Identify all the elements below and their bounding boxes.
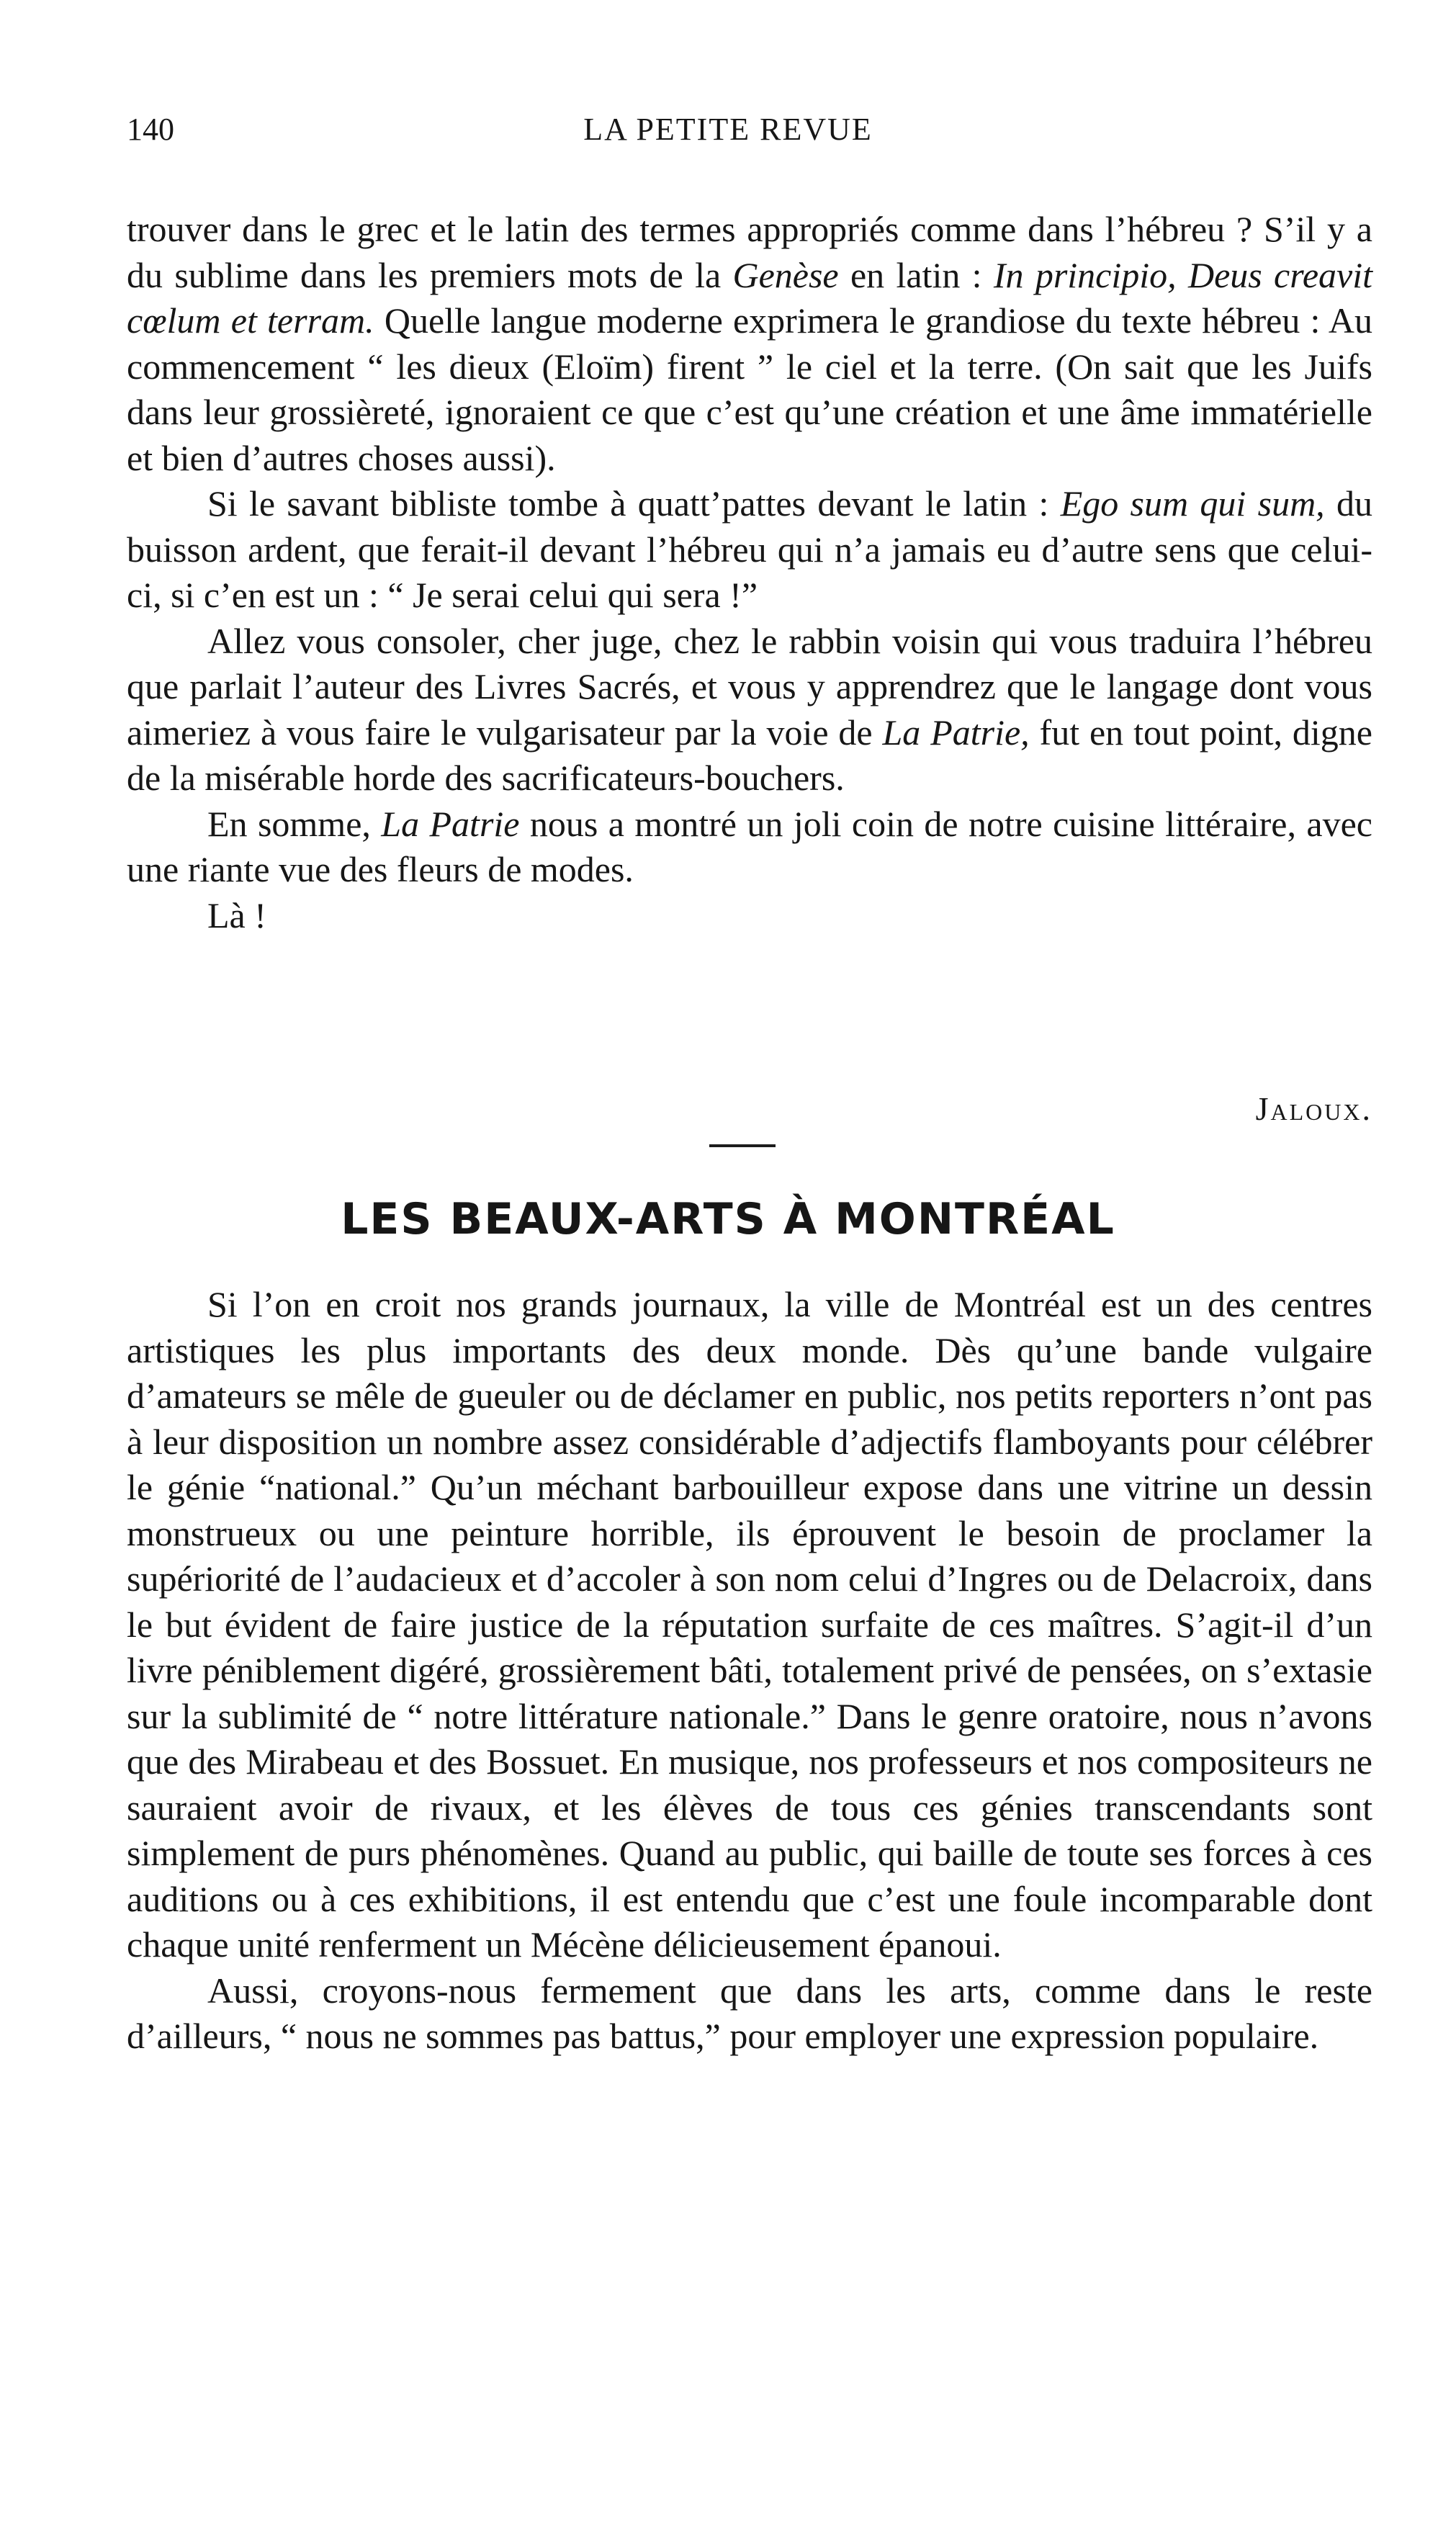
page-number: 140 [127, 112, 174, 147]
paragraph: Aussi, croyons-nous fermement que dans les arts, comme dans le reste d’ailleurs, “ nous ne sommes pas battus,” pour employer une expression populaire. [127, 1970, 1372, 2056]
text-run: En somme, [207, 803, 382, 844]
section-divider [709, 1144, 776, 1147]
paragraph [127, 207, 1372, 481]
article-continuation [127, 207, 1372, 938]
latin-quotation: Ego sum qui sum, [1060, 483, 1325, 524]
text-run: trouver dans le grec et le latin des termes appropriés comme dans l’hébreu ? S’il y a du sublime dans les premiers mots de la [127, 209, 1372, 295]
italic-la-patrie: La Patrie, [882, 712, 1030, 753]
article-title: LES BEAUX-ARTS À MONTRÉAL [341, 1194, 1115, 1244]
text-run: nous a montré un joli coin de notre cuisine littéraire, avec une riante vue des fleurs de modes. [127, 803, 1372, 889]
text-run: Quelle langue moderne exprimera le grandiose du texte hébreu : Au commencement “ les dieux (Eloïm) firent ” le ciel et la terre. (On sait que les Juifs dans leur grossièreté, ignoraient ce que c’est qu’une création et une âme immatérielle et bien d’autres choses aussi). [127, 300, 1372, 478]
italic-genese: Genèse [732, 254, 839, 295]
paragraph [127, 619, 1372, 802]
paragraph [127, 802, 1372, 893]
text-run: Si le savant bibliste tombe à quatt’pattes devant le latin : [207, 483, 1061, 524]
article-body [127, 1282, 1372, 2060]
paragraph [127, 893, 1372, 939]
text-run: Allez vous consoler, cher juge, chez le rabbin voisin qui vous traduira l’hébreu que parlait l’auteur des Livres Sacrés, et vous y apprendrez que le langage dont vous aimeriez à vous faire le vulgarisateur par la voie de [127, 620, 1372, 753]
text-run: Là ! [207, 894, 266, 935]
italic-la-patrie: La Patrie [381, 803, 520, 844]
running-head [0, 108, 1456, 151]
journal-title: LA PETITE REVUE [583, 112, 873, 147]
text-run: fut en tout point, digne de la misérable horde des sacrificateurs-bouchers. [127, 712, 1372, 798]
text-run: en latin : [838, 254, 994, 295]
paragraph [127, 481, 1372, 619]
paragraph: Si l’on en croit nos grands journaux, la ville de Montréal est un des centres artistiques les plus importants des deux monde. Dès qu’une bande vulgaire d’amateurs se mêle de gueuler ou de déclamer en public, nos petits reporters n’ont pas à leur disposition un nombre assez considérable d’adjectifs flamboyants pour célébrer le génie “national.” Qu’un méchant barbouilleur expose dans une vitrine un dessin monstrueux ou une peinture horrible, ils éprouvent le besoin de proclamer la supériorité de l’audacieux et d’accoler à son nom celui d’Ingres ou de Delacroix, dans le but évident de faire justice de la réputation surfaite de ces maîtres. S’agit-il d’un livre péniblement digéré, grossièrement bâti, totalement privé de pensées, on s’extasie sur la sublimité de “ notre littérature nationale.” Dans le genre oratoire, nous n’avons que des Mirabeau et des Bossuet. En musique, nos professeurs et nos compositeurs ne sauraient avoir de rivaux, et les élèves de tous ces génies transcendants sont simplement de purs phénomènes. Quand au public, qui baille de toute ses forces à ces auditions ou à ces exhibitions, il est entendu que c’est une foule incomparable dont chaque unité renferment un Mécène délicieusement épanoui. [127, 1284, 1372, 1965]
text-run: du buisson ardent, que ferait-il devant l’hébreu qui n’a jamais eu d’autre sens que celui-ci, si c’en est un : “ Je serai celui qui sera !” [127, 483, 1372, 615]
author-signature: Jaloux. [1255, 1090, 1372, 1127]
latin-quotation: In principio, Deus creavit cœlum et terram. [127, 254, 1373, 341]
